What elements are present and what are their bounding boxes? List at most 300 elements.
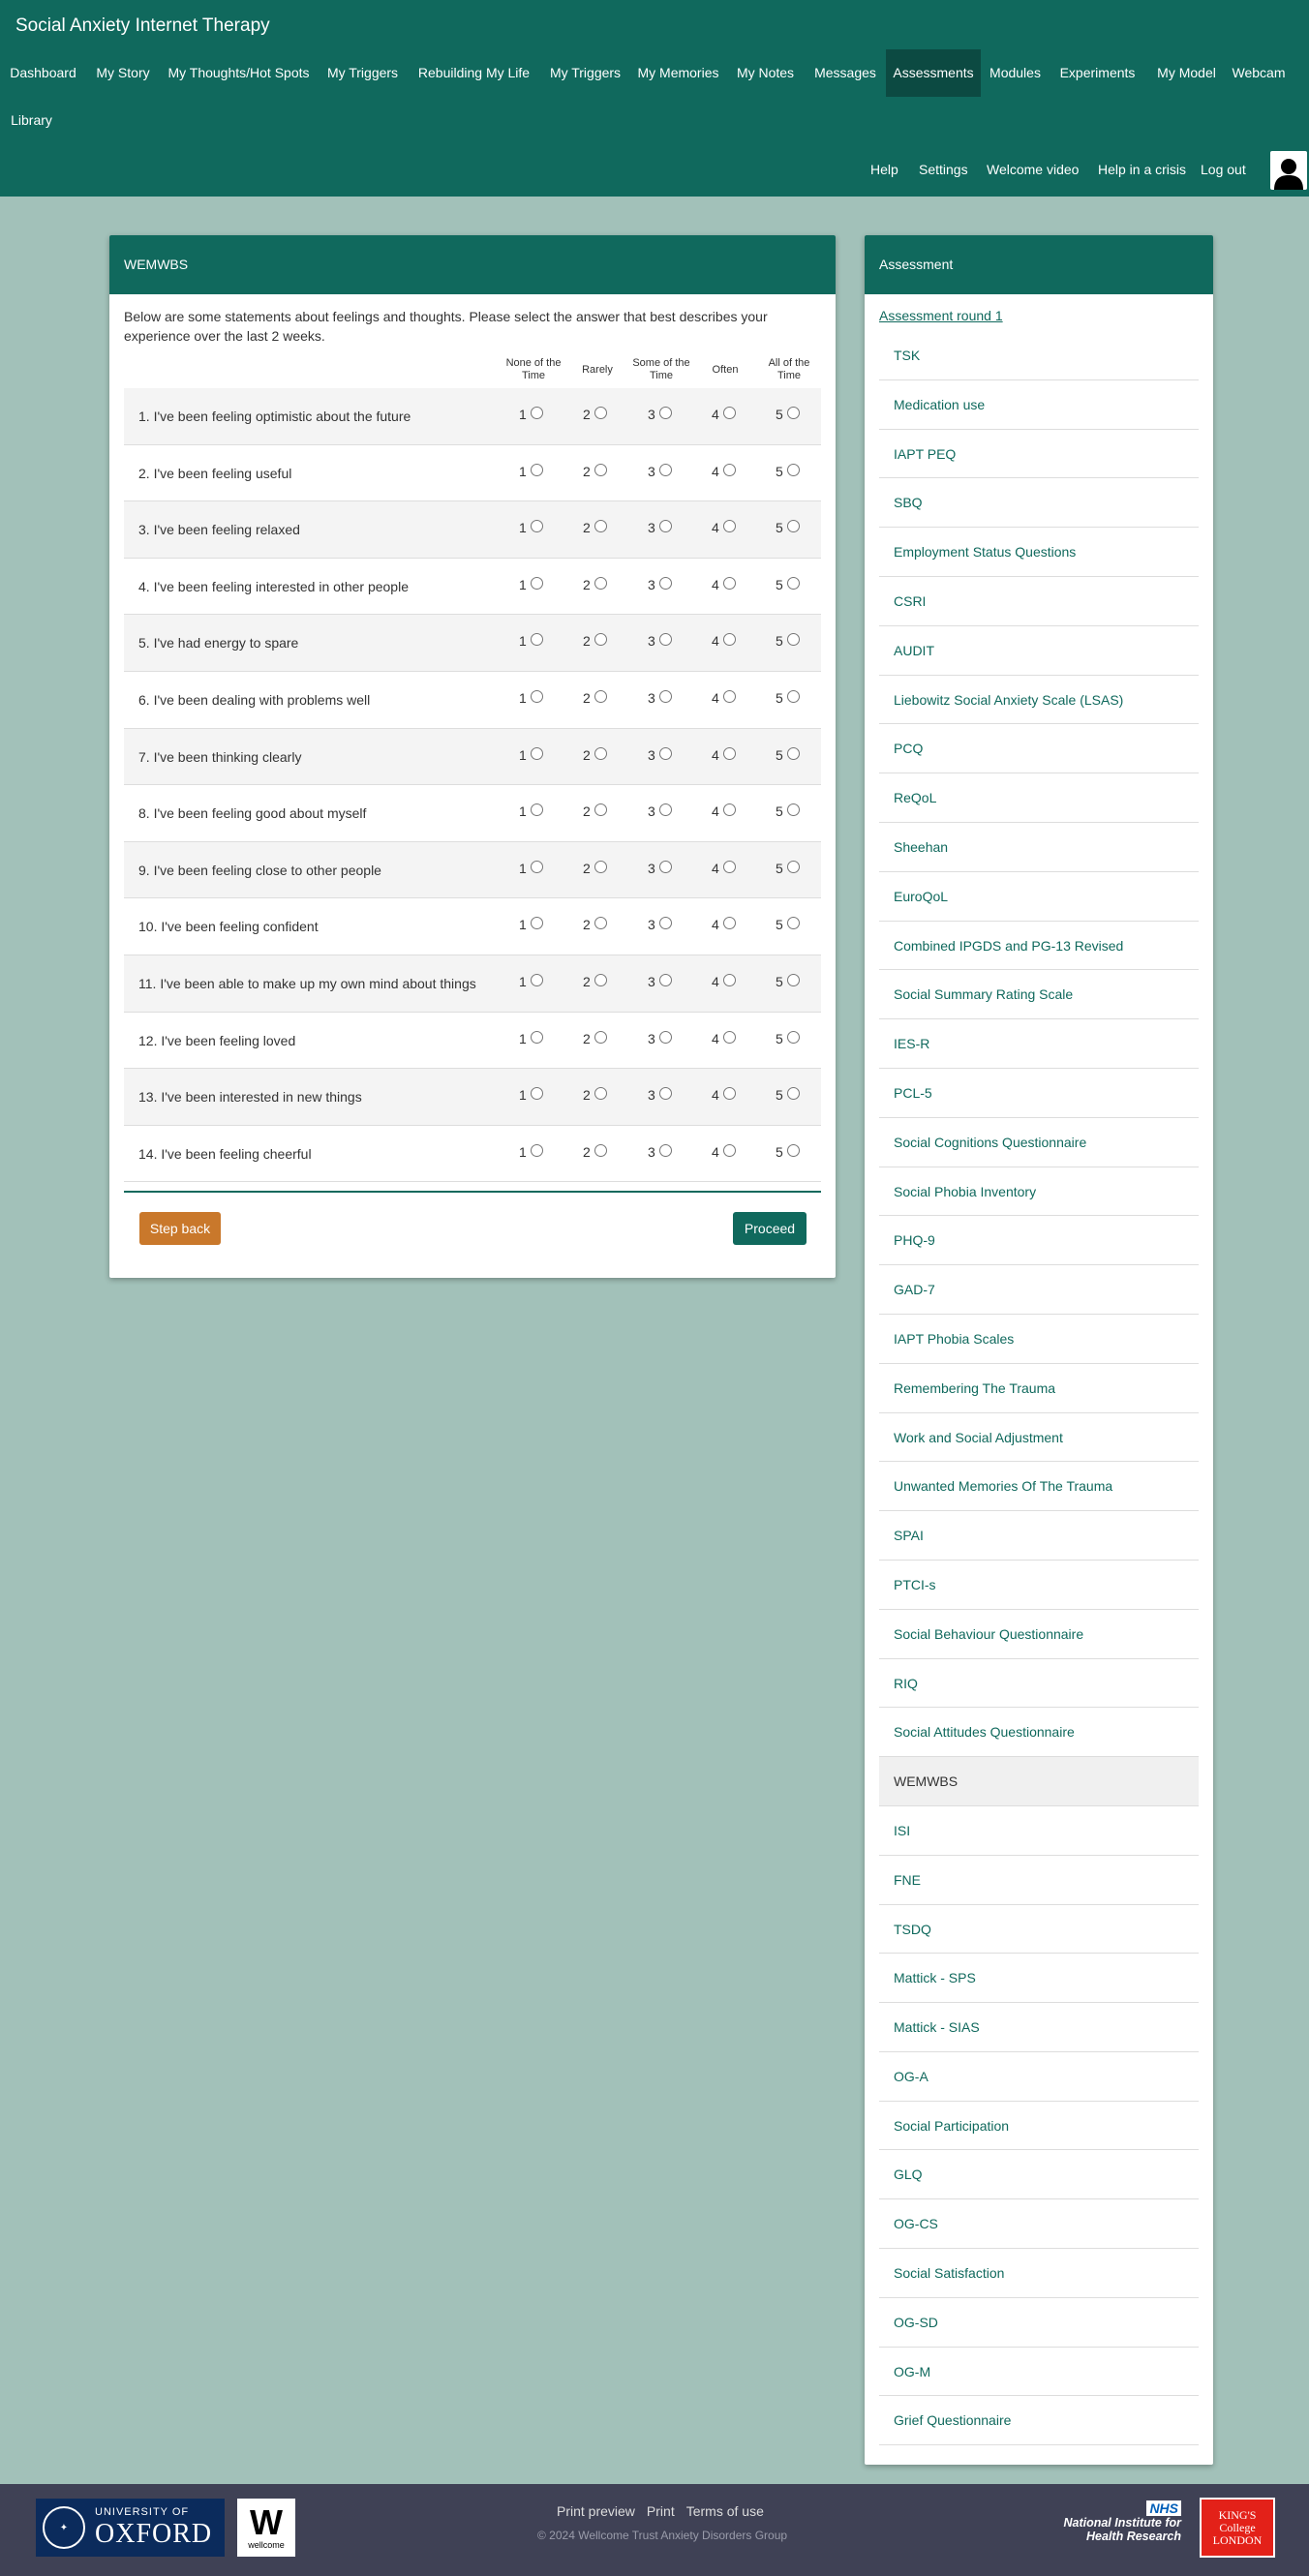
answer-option[interactable] — [519, 445, 543, 498]
answer-option[interactable] — [648, 1013, 672, 1065]
answer-option[interactable] — [583, 1013, 607, 1065]
answer-option-value: 5 — [776, 917, 783, 933]
answer-option-value: 2 — [583, 1087, 591, 1104]
answer-option[interactable] — [583, 729, 607, 781]
radio-button[interactable] — [531, 917, 543, 929]
radio-button[interactable] — [659, 917, 672, 929]
radio-button[interactable] — [723, 633, 736, 646]
answer-option[interactable] — [648, 729, 672, 781]
answer-option[interactable] — [712, 729, 736, 781]
answer-option-value: 2 — [583, 520, 591, 536]
radio-button[interactable] — [723, 464, 736, 476]
questionnaire-title: WEMWBS — [109, 235, 836, 294]
radio-button[interactable] — [723, 1087, 736, 1100]
answer-option[interactable] — [519, 672, 543, 724]
answer-option[interactable] — [776, 729, 800, 781]
assessment-item[interactable]: TSDQ — [879, 1905, 1199, 1955]
radio-button[interactable] — [659, 1031, 672, 1044]
radio-button[interactable] — [723, 803, 736, 816]
assessment-item[interactable]: PHQ-9 — [879, 1216, 1199, 1265]
assessment-item[interactable]: FNE — [879, 1856, 1199, 1905]
copyright: © 2024 Wellcome Trust Anxiety Disorders Group — [537, 2529, 788, 2542]
answer-option-value: 2 — [583, 1030, 591, 1046]
answer-option[interactable] — [776, 388, 800, 440]
answer-option[interactable] — [776, 672, 800, 724]
radio-button[interactable] — [531, 1087, 543, 1100]
answer-option[interactable] — [648, 615, 672, 667]
answer-option-value: 3 — [648, 860, 655, 876]
answer-option[interactable] — [648, 1069, 672, 1121]
answer-option-value: 2 — [583, 860, 591, 876]
answer-option-value: 4 — [712, 803, 719, 820]
answer-option-value: 3 — [648, 973, 655, 989]
answer-option[interactable] — [519, 1013, 543, 1065]
radio-button[interactable] — [531, 974, 543, 986]
answer-option-value: 4 — [712, 1030, 719, 1046]
answer-option[interactable] — [583, 445, 607, 498]
answer-option[interactable] — [776, 842, 800, 894]
answer-option[interactable] — [583, 501, 607, 554]
radio-button[interactable] — [594, 747, 607, 760]
answer-option-value: 1 — [519, 973, 527, 989]
answer-option[interactable] — [648, 501, 672, 554]
answer-option[interactable] — [712, 672, 736, 724]
radio-button[interactable] — [787, 917, 800, 929]
nav-item-my-story[interactable]: My Story — [96, 65, 150, 80]
assessment-item[interactable]: PCL-5 — [879, 1069, 1199, 1118]
answer-option[interactable] — [648, 1126, 672, 1178]
question-row — [124, 445, 821, 502]
radio-button[interactable] — [787, 747, 800, 760]
answer-option-value: 5 — [776, 746, 783, 763]
question-row — [124, 955, 821, 1013]
radio-button[interactable] — [787, 633, 800, 646]
radio-button[interactable] — [594, 633, 607, 646]
question-list — [124, 388, 821, 1182]
answer-option[interactable] — [583, 672, 607, 724]
answer-option[interactable] — [648, 672, 672, 724]
assessment-list — [879, 331, 1199, 2445]
radio-button[interactable] — [723, 577, 736, 590]
answer-option-value: 2 — [583, 633, 591, 650]
radio-button[interactable] — [723, 861, 736, 873]
radio-button[interactable] — [723, 974, 736, 986]
answer-option[interactable] — [712, 898, 736, 951]
assessment-item[interactable]: ReQoL — [879, 773, 1199, 823]
assessment-item[interactable]: Grief Questionnaire — [879, 2396, 1199, 2445]
assessment-item[interactable]: OG-SD — [879, 2298, 1199, 2348]
nav-item-rebuilding-my-life[interactable]: Rebuilding My Life — [417, 65, 531, 80]
answer-option-value: 2 — [583, 576, 591, 592]
answer-option-value: 4 — [712, 860, 719, 876]
answer-option-value: 1 — [519, 746, 527, 763]
answer-option[interactable] — [712, 842, 736, 894]
answer-option[interactable] — [648, 842, 672, 894]
radio-button[interactable] — [787, 690, 800, 703]
column-header: None of the Time — [505, 357, 562, 381]
nav-item-my-triggers[interactable]: My Triggers — [326, 65, 399, 80]
answer-option[interactable] — [776, 1013, 800, 1065]
radio-button[interactable] — [594, 803, 607, 816]
answer-option[interactable] — [712, 955, 736, 1008]
radio-button[interactable] — [723, 407, 736, 419]
oxford-logo[interactable] — [36, 2499, 225, 2557]
answer-option[interactable] — [519, 785, 543, 837]
answer-option-value: 3 — [648, 917, 655, 933]
assessment-item[interactable]: Mattick - SPS — [879, 1954, 1199, 2003]
radio-button[interactable] — [594, 1144, 607, 1157]
nav-help-in-a-crisis[interactable]: Help in a crisis — [1098, 162, 1187, 177]
radio-button[interactable] — [594, 1031, 607, 1044]
radio-button[interactable] — [594, 520, 607, 532]
app-title[interactable]: Social Anxiety Internet Therapy — [15, 15, 270, 36]
radio-button[interactable] — [723, 917, 736, 929]
radio-button[interactable] — [659, 520, 672, 532]
nav-welcome-video[interactable]: Welcome video — [987, 162, 1080, 177]
column-header: Often — [712, 364, 739, 376]
footer-link-terms-of-use[interactable]: Terms of use — [685, 2503, 764, 2519]
answer-option[interactable] — [519, 388, 543, 440]
answer-option[interactable] — [776, 501, 800, 554]
assessment-item[interactable]: SBQ — [879, 478, 1199, 528]
answer-option-value: 3 — [648, 1087, 655, 1104]
radio-button[interactable] — [594, 690, 607, 703]
question-row — [124, 615, 821, 672]
wellcome-logo[interactable] — [237, 2499, 295, 2557]
assessment-item[interactable]: EuroQoL — [879, 872, 1199, 922]
answer-option-value: 2 — [583, 973, 591, 989]
radio-button[interactable] — [531, 520, 543, 532]
assessment-item[interactable]: SPAI — [879, 1511, 1199, 1561]
answer-option[interactable] — [776, 785, 800, 837]
question-text: 4. I've been feeling interested in other people — [138, 578, 409, 594]
radio-button[interactable] — [659, 1087, 672, 1100]
answer-option[interactable] — [712, 1013, 736, 1065]
nav-item-library[interactable]: Library — [11, 112, 52, 128]
answer-option[interactable] — [583, 615, 607, 667]
answer-option[interactable] — [712, 1069, 736, 1121]
radio-button[interactable] — [787, 520, 800, 532]
assessment-item[interactable]: OG-A — [879, 2052, 1199, 2102]
answer-option-value: 4 — [712, 1087, 719, 1104]
answer-option[interactable] — [583, 955, 607, 1008]
column-headers — [109, 357, 836, 386]
assessment-item[interactable]: Employment Status Questions — [879, 528, 1199, 577]
answer-option-value: 5 — [776, 1143, 783, 1160]
radio-button[interactable] — [723, 747, 736, 760]
nav-settings[interactable]: Settings — [919, 162, 968, 177]
answer-option[interactable] — [776, 1069, 800, 1121]
answer-option-value: 4 — [712, 520, 719, 536]
question-text: 6. I've been dealing with problems well — [138, 691, 371, 708]
oxford-logo-big-text: OXFORD — [95, 2519, 213, 2549]
answer-option-value: 1 — [519, 633, 527, 650]
answer-option-value: 2 — [583, 463, 591, 479]
assessment-panel — [865, 235, 1213, 2465]
answer-option[interactable] — [519, 501, 543, 554]
radio-button[interactable] — [659, 633, 672, 646]
footer — [0, 2484, 1309, 2576]
answer-option[interactable] — [519, 955, 543, 1008]
radio-button[interactable] — [659, 861, 672, 873]
answer-option[interactable] — [583, 898, 607, 951]
answer-option-value: 5 — [776, 1030, 783, 1046]
answer-option[interactable] — [519, 842, 543, 894]
answer-option[interactable] — [648, 445, 672, 498]
answer-option[interactable] — [712, 559, 736, 611]
answer-option[interactable] — [712, 615, 736, 667]
user-icon — [1273, 157, 1304, 190]
radio-button[interactable] — [594, 861, 607, 873]
assessment-item[interactable]: ISI — [879, 1806, 1199, 1856]
answer-option-value: 4 — [712, 407, 719, 422]
answer-option-value: 3 — [648, 1143, 655, 1160]
assessment-item[interactable]: Social Satisfaction — [879, 2249, 1199, 2298]
radio-button[interactable] — [659, 974, 672, 986]
radio-button[interactable] — [531, 577, 543, 590]
nav-item-messages[interactable]: Messages — [814, 65, 876, 80]
question-text: 3. I've been feeling relaxed — [138, 522, 300, 538]
answer-option-value: 3 — [648, 633, 655, 650]
proceed-button[interactable]: Proceed — [733, 1212, 807, 1245]
answer-option-value: 5 — [776, 463, 783, 479]
question-row — [124, 388, 821, 445]
question-text: 10. I've been feeling confident — [138, 919, 319, 935]
answer-option-value: 5 — [776, 576, 783, 592]
nav-item-my-model[interactable]: My Model — [1157, 65, 1216, 80]
nav-item-modules[interactable]: Modules — [989, 65, 1041, 80]
radio-button[interactable] — [787, 464, 800, 476]
radio-button[interactable] — [723, 690, 736, 703]
answer-option[interactable] — [583, 842, 607, 894]
answer-option[interactable] — [776, 445, 800, 498]
assessment-item[interactable]: WEMWBS — [879, 1757, 1199, 1806]
column-header: Rarely — [582, 364, 613, 376]
assessment-item[interactable]: CSRI — [879, 577, 1199, 626]
assessment-item[interactable]: OG-CS — [879, 2199, 1199, 2249]
answer-option[interactable] — [776, 1126, 800, 1178]
answer-option[interactable] — [712, 445, 736, 498]
answer-option[interactable] — [776, 615, 800, 667]
assessment-item[interactable]: Social Attitudes Questionnaire — [879, 1708, 1199, 1757]
assessment-item[interactable]: Social Cognitions Questionnaire — [879, 1118, 1199, 1167]
radio-button[interactable] — [531, 1031, 543, 1044]
assessment-item[interactable]: OG-M — [879, 2348, 1199, 2397]
radio-button[interactable] — [723, 1144, 736, 1157]
question-text: 1. I've been feeling optimistic about the future — [138, 409, 411, 424]
wellcome-logo-text: wellcome — [248, 2540, 285, 2550]
assessment-item[interactable]: GAD-7 — [879, 1265, 1199, 1315]
radio-button[interactable] — [531, 747, 543, 760]
question-row — [124, 898, 821, 955]
divider — [124, 1191, 821, 1193]
answer-option[interactable] — [583, 559, 607, 611]
assessment-item[interactable]: Work and Social Adjustment — [879, 1413, 1199, 1463]
radio-button[interactable] — [531, 633, 543, 646]
assessment-item[interactable]: Social Behaviour Questionnaire — [879, 1610, 1199, 1659]
answer-option[interactable] — [712, 1126, 736, 1178]
answer-option-value: 1 — [519, 463, 527, 479]
answer-option-value: 4 — [712, 746, 719, 763]
assessment-item[interactable]: Social Phobia Inventory — [879, 1167, 1199, 1217]
question-row — [124, 1126, 821, 1183]
question-text: 9. I've been feeling close to other people — [138, 862, 381, 878]
radio-button[interactable] — [659, 690, 672, 703]
question-text: 11. I've been able to make up my own mind about things — [138, 975, 476, 991]
question-row — [124, 501, 821, 559]
answer-option-value: 1 — [519, 1087, 527, 1104]
radio-button[interactable] — [531, 690, 543, 703]
answer-option[interactable] — [519, 729, 543, 781]
radio-button[interactable] — [659, 577, 672, 590]
answer-option-value: 1 — [519, 407, 527, 422]
answer-option-value: 1 — [519, 803, 527, 820]
answer-option[interactable] — [776, 559, 800, 611]
nav-item-my-triggers[interactable]: My Triggers — [549, 65, 622, 80]
assessment-round-link[interactable]: Assessment round 1 — [879, 308, 1003, 323]
nav-item-dashboard[interactable]: Dashboard — [10, 65, 76, 80]
radio-button[interactable] — [659, 1144, 672, 1157]
answer-option[interactable] — [712, 785, 736, 837]
nav-item-experiments[interactable]: Experiments — [1059, 65, 1136, 80]
radio-button[interactable] — [723, 520, 736, 532]
radio-button[interactable] — [594, 407, 607, 419]
assessment-item[interactable]: Unwanted Memories Of The Trauma — [879, 1462, 1199, 1511]
assessment-item[interactable]: Sheehan — [879, 823, 1199, 872]
answer-option[interactable] — [519, 559, 543, 611]
question-row — [124, 842, 821, 899]
assessment-item[interactable]: Remembering The Trauma — [879, 1364, 1199, 1413]
radio-button[interactable] — [594, 1087, 607, 1100]
assessment-item[interactable]: IES-R — [879, 1019, 1199, 1069]
answer-option[interactable] — [712, 388, 736, 440]
answer-option[interactable] — [583, 1069, 607, 1121]
answer-option-value: 4 — [712, 917, 719, 933]
answer-option-value: 4 — [712, 1143, 719, 1160]
assessment-item[interactable]: Combined IPGDS and PG-13 Revised — [879, 922, 1199, 971]
answer-option-value: 5 — [776, 973, 783, 989]
answer-option[interactable] — [776, 898, 800, 951]
user-avatar-button[interactable] — [1270, 151, 1307, 190]
answer-option-value: 4 — [712, 689, 719, 706]
radio-button[interactable] — [659, 464, 672, 476]
footer-link-print-preview[interactable]: Print preview — [557, 2503, 635, 2519]
answer-option[interactable] — [648, 955, 672, 1008]
answer-option[interactable] — [519, 898, 543, 951]
radio-button[interactable] — [531, 464, 543, 476]
radio-button[interactable] — [531, 803, 543, 816]
radio-button[interactable] — [787, 577, 800, 590]
radio-button[interactable] — [723, 1031, 736, 1044]
radio-button[interactable] — [659, 407, 672, 419]
radio-button[interactable] — [594, 464, 607, 476]
radio-button[interactable] — [659, 747, 672, 760]
answer-option-value: 1 — [519, 1143, 527, 1160]
nihr-logo[interactable] — [1051, 2500, 1181, 2543]
step-back-button[interactable]: Step back — [139, 1212, 221, 1245]
answer-option-value: 4 — [712, 576, 719, 592]
radio-button[interactable] — [787, 861, 800, 873]
radio-button[interactable] — [787, 1031, 800, 1044]
assessment-item[interactable]: GLQ — [879, 2150, 1199, 2199]
answer-option[interactable] — [583, 785, 607, 837]
radio-button[interactable] — [594, 974, 607, 986]
assessment-item[interactable]: Liebowitz Social Anxiety Scale (LSAS) — [879, 676, 1199, 725]
kings-college-logo[interactable]: KING'S College LONDON — [1200, 2498, 1275, 2558]
radio-button[interactable] — [787, 974, 800, 986]
nav-item-my-memories[interactable]: My Memories — [637, 65, 719, 80]
question-text: 5. I've had energy to spare — [138, 635, 299, 652]
answer-option-value: 5 — [776, 520, 783, 536]
answer-option[interactable] — [519, 615, 543, 667]
radio-button[interactable] — [787, 1144, 800, 1157]
assessment-item[interactable]: RIQ — [879, 1659, 1199, 1709]
answer-option[interactable] — [519, 1069, 543, 1121]
assessment-panel-title: Assessment — [865, 235, 1213, 294]
assessment-item[interactable]: PCQ — [879, 724, 1199, 773]
answer-option[interactable] — [648, 785, 672, 837]
answer-option[interactable] — [648, 559, 672, 611]
answer-option[interactable] — [583, 1126, 607, 1178]
answer-option[interactable] — [712, 501, 736, 554]
radio-button[interactable] — [531, 1144, 543, 1157]
assessment-item[interactable]: Social Summary Rating Scale — [879, 970, 1199, 1019]
question-row — [124, 559, 821, 616]
nav-help[interactable]: Help — [870, 162, 898, 177]
assessment-item[interactable]: IAPT Phobia Scales — [879, 1315, 1199, 1364]
answer-option-value: 4 — [712, 633, 719, 650]
radio-button[interactable] — [594, 917, 607, 929]
radio-button[interactable] — [787, 803, 800, 816]
footer-link-print[interactable]: Print — [646, 2503, 675, 2519]
answer-option-value: 5 — [776, 689, 783, 706]
assessment-item[interactable]: PTCI-s — [879, 1561, 1199, 1610]
oxford-logo-small-text: UNIVERSITY OF — [95, 2506, 190, 2518]
nav-item-assessments[interactable]: Assessments — [886, 49, 981, 97]
radio-button[interactable] — [659, 803, 672, 816]
questionnaire-intro: Below are some statements about feelings and thoughts. Please select the answer that best describes your experience over the last 2 weeks. — [124, 309, 768, 344]
assessment-item[interactable]: Social Participation — [879, 2102, 1199, 2151]
answer-option-value: 4 — [712, 463, 719, 479]
answer-option[interactable] — [648, 898, 672, 951]
answer-option[interactable] — [648, 388, 672, 440]
radio-button[interactable] — [594, 577, 607, 590]
assessment-item[interactable]: Mattick - SIAS — [879, 2003, 1199, 2052]
question-row — [124, 1069, 821, 1126]
nav-log-out[interactable]: Log out — [1201, 162, 1246, 177]
question-text: 12. I've been feeling loved — [138, 1032, 296, 1048]
nav-item-my-notes[interactable]: My Notes — [736, 65, 795, 80]
answer-option-value: 2 — [583, 407, 591, 422]
answer-option-value: 3 — [648, 803, 655, 820]
radio-button[interactable] — [531, 861, 543, 873]
answer-option-value: 1 — [519, 576, 527, 592]
radio-button[interactable] — [787, 407, 800, 419]
assessment-item[interactable]: Medication use — [879, 380, 1199, 430]
oxford-crest-icon: ✦ — [43, 2506, 85, 2549]
answer-option[interactable] — [519, 1126, 543, 1178]
assessment-item[interactable]: IAPT PEQ — [879, 430, 1199, 479]
answer-option[interactable] — [776, 955, 800, 1008]
nav-item-my-thoughts-hot-spots[interactable]: My Thoughts/Hot Spots — [167, 65, 310, 80]
radio-button[interactable] — [531, 407, 543, 419]
answer-option-value: 3 — [648, 1030, 655, 1046]
assessment-item[interactable]: TSK — [879, 331, 1199, 380]
radio-button[interactable] — [787, 1087, 800, 1100]
assessment-item[interactable]: AUDIT — [879, 626, 1199, 676]
nav-item-webcam[interactable]: Webcam — [1232, 65, 1286, 80]
answer-option[interactable] — [583, 388, 607, 440]
